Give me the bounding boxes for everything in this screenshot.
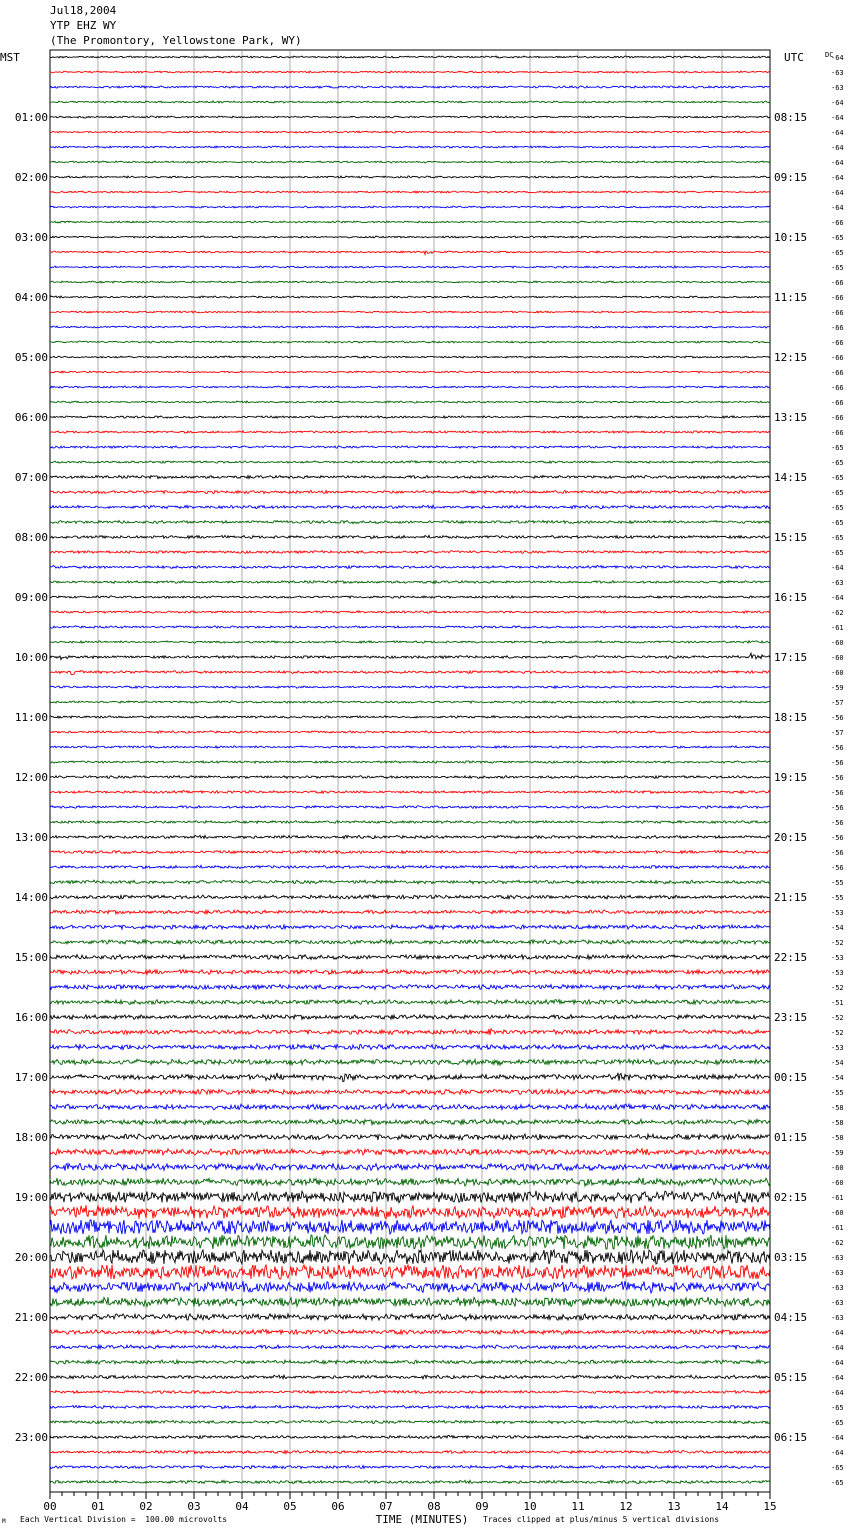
seismic-trace	[50, 1163, 770, 1170]
seismic-trace	[50, 955, 770, 960]
x-tick-label: 09	[475, 1500, 489, 1513]
utc-hour-label: 23:15	[774, 1011, 808, 1024]
clip-note: Traces clipped at plus/minus 5 vertical divisions	[483, 1515, 720, 1524]
seismic-trace	[50, 1073, 770, 1082]
x-tick-label: 02	[139, 1500, 153, 1513]
seismic-trace	[50, 1480, 770, 1483]
dc-offset-label: -64	[831, 204, 844, 212]
seismic-trace	[50, 925, 770, 929]
seismic-trace	[50, 341, 770, 343]
seismic-trace	[50, 520, 770, 523]
seismic-trace	[50, 176, 770, 178]
seismic-trace	[50, 686, 770, 688]
seismic-trace	[50, 505, 770, 508]
dc-offset-label: -62	[831, 609, 844, 617]
dc-offset-label: -53	[831, 909, 844, 917]
seismic-trace	[50, 1297, 770, 1307]
utc-hour-label: 09:15	[774, 171, 808, 184]
seismic-trace	[50, 86, 770, 88]
mst-hour-label: 02:00	[14, 171, 48, 184]
dc-offset-label: -66	[831, 309, 844, 317]
seismic-trace	[50, 761, 770, 763]
seismic-trace	[50, 985, 770, 990]
seismic-trace	[50, 281, 770, 283]
dc-offset-label: -66	[831, 414, 844, 422]
dc-offset-label: -66	[831, 339, 844, 347]
dc-offset-label: -65	[831, 519, 844, 527]
station-location: (The Promontory, Yellowstone Park, WY)	[50, 34, 302, 47]
dc-offset-label: -63	[831, 84, 844, 92]
x-tick-label: 07	[379, 1500, 393, 1513]
dc-offset-label: -66	[831, 219, 844, 227]
utc-hour-label: 22:15	[774, 951, 808, 964]
utc-hour-label: 20:15	[774, 831, 808, 844]
dc-offset-label: -56	[831, 744, 844, 752]
dc-offset-label: -56	[831, 789, 844, 797]
seismic-trace	[50, 641, 770, 644]
seismic-trace	[50, 895, 770, 899]
dc-offset-label: -52	[831, 939, 844, 947]
seismic-trace	[50, 356, 770, 358]
seismic-trace	[50, 701, 770, 703]
dc-offset-label: -65	[831, 459, 844, 467]
seismic-trace	[50, 1015, 770, 1020]
seismic-trace	[50, 401, 770, 403]
x-tick-label: 06	[331, 1500, 345, 1513]
x-tick-label: 15	[763, 1500, 777, 1513]
dc-offset-label: -65	[831, 1479, 844, 1487]
dc-offset-label: -59	[831, 684, 844, 692]
mst-hour-label: 16:00	[14, 1011, 48, 1024]
seismic-trace	[50, 596, 770, 598]
utc-hour-label: 13:15	[774, 411, 808, 424]
x-tick-label: 13	[667, 1500, 681, 1513]
seismic-trace	[50, 776, 770, 779]
mst-axis-label: MST	[0, 51, 20, 64]
dc-offset-label: -52	[831, 1014, 844, 1022]
dc-offset-label: -66	[831, 369, 844, 377]
seismic-trace	[50, 1220, 770, 1234]
seismic-trace	[50, 1089, 770, 1094]
dc-offset-label: -64	[831, 594, 844, 602]
dc-offset-label: -63	[831, 579, 844, 587]
x-tick-label: 01	[91, 1500, 105, 1513]
seismic-trace	[50, 266, 770, 268]
x-tick-label: 14	[715, 1500, 729, 1513]
dc-offset-label: -60	[831, 669, 844, 677]
seismic-trace	[50, 970, 770, 975]
seismic-trace	[50, 746, 770, 748]
dc-offset-label: -66	[831, 384, 844, 392]
dc-offset-label: -63	[831, 1299, 844, 1307]
utc-hour-label: 00:15	[774, 1071, 808, 1084]
mst-hour-label: 07:00	[14, 471, 48, 484]
dc-offset-label: -63	[831, 69, 844, 77]
dc-offset-label: -64	[831, 144, 844, 152]
mst-hour-label: 22:00	[14, 1371, 48, 1384]
dc-offset-label: -56	[831, 804, 844, 812]
mst-hour-label: 05:00	[14, 351, 48, 364]
station-code: YTP EHZ WY	[50, 19, 117, 32]
seismic-trace	[50, 1314, 770, 1321]
utc-hour-label: 11:15	[774, 291, 808, 304]
utc-hour-label: 21:15	[774, 891, 808, 904]
mst-hour-label: 20:00	[14, 1251, 48, 1264]
seismic-trace	[50, 146, 770, 148]
seismic-trace	[50, 1104, 770, 1110]
seismic-trace	[50, 1330, 770, 1335]
x-tick-label: 04	[235, 1500, 249, 1513]
seismic-trace	[50, 1265, 770, 1279]
seismic-trace	[50, 1281, 770, 1293]
seismic-trace	[50, 865, 770, 868]
dc-offset-label: -53	[831, 954, 844, 962]
dc-offset-label: -64	[831, 54, 844, 62]
seismic-trace	[50, 581, 770, 584]
dc-offset-label: -51	[831, 999, 844, 1007]
x-tick-label: 10	[523, 1500, 537, 1513]
utc-hour-label: 12:15	[774, 351, 808, 364]
seismic-trace	[50, 791, 770, 794]
seismic-trace	[50, 1059, 770, 1065]
seismic-trace	[50, 475, 770, 478]
seismic-trace	[50, 116, 770, 118]
dc-offset-label: -52	[831, 1029, 844, 1037]
mst-hour-label: 21:00	[14, 1311, 48, 1324]
seismic-trace	[50, 221, 770, 223]
dc-offset-label: -63	[831, 1284, 844, 1292]
dc-offset-label: -64	[831, 159, 844, 167]
utc-hour-label: 18:15	[774, 711, 808, 724]
dc-offset-label: -64	[831, 1344, 844, 1352]
dc-offset-label: -56	[831, 774, 844, 782]
dc-offset-label: -59	[831, 1149, 844, 1157]
seismic-trace	[50, 1250, 770, 1264]
seismic-trace	[50, 626, 770, 628]
utc-hour-label: 14:15	[774, 471, 808, 484]
dc-offset-label: -63	[831, 1314, 844, 1322]
seismic-trace	[50, 1420, 770, 1423]
dc-offset-label: -56	[831, 864, 844, 872]
seismic-trace	[50, 551, 770, 554]
mst-hour-label: 06:00	[14, 411, 48, 424]
dc-offset-label: -60	[831, 639, 844, 647]
seismic-trace	[50, 1044, 770, 1049]
seismic-trace	[50, 653, 770, 659]
dc-offset-label: -56	[831, 819, 844, 827]
seismic-trace	[50, 611, 770, 613]
seismic-trace	[50, 731, 770, 733]
seismic-trace	[50, 1435, 770, 1438]
dc-offset-label: -64	[831, 189, 844, 197]
seismic-trace	[50, 416, 770, 418]
seismic-trace	[50, 1235, 770, 1249]
dc-offset-label: -57	[831, 699, 844, 707]
dc-offset-label: -64	[831, 1329, 844, 1337]
dc-offset-label: -53	[831, 969, 844, 977]
seismic-trace	[50, 1405, 770, 1408]
dc-offset-label: -58	[831, 1134, 844, 1142]
dc-offset-label: -65	[831, 549, 844, 557]
dc-offset-label: -56	[831, 849, 844, 857]
dc-offset-label: -55	[831, 1089, 844, 1097]
dc-offset-label: -65	[831, 1419, 844, 1427]
mst-hour-label: 13:00	[14, 831, 48, 844]
plot-frame	[50, 50, 770, 1492]
seismic-trace	[50, 671, 770, 675]
seismic-trace	[50, 191, 770, 193]
dc-offset-label: -60	[831, 1209, 844, 1217]
mst-hour-label: 15:00	[14, 951, 48, 964]
seismic-trace	[50, 880, 770, 884]
dc-offset-label: -63	[831, 1254, 844, 1262]
utc-hour-label: 01:15	[774, 1131, 808, 1144]
dc-offset-label: -64	[831, 1434, 844, 1442]
dc-offset-label: -66	[831, 354, 844, 362]
x-tick-label: 00	[43, 1500, 57, 1513]
dc-offset-label: -64	[831, 114, 844, 122]
dc-offset-label: -65	[831, 234, 844, 242]
seismic-trace	[50, 101, 770, 103]
dc-offset-label: -65	[831, 534, 844, 542]
dc-offset-label: -57	[831, 729, 844, 737]
dc-offset-label: -65	[831, 444, 844, 452]
seismic-trace	[50, 461, 770, 463]
dc-offset-label: -64	[831, 1374, 844, 1382]
dc-offset-label: -66	[831, 324, 844, 332]
seismic-trace	[50, 716, 770, 718]
dc-offset-label: -60	[831, 654, 844, 662]
utc-hour-label: 03:15	[774, 1251, 808, 1264]
seismic-trace	[50, 371, 770, 373]
seismic-trace	[50, 1391, 770, 1394]
mst-hour-label: 17:00	[14, 1071, 48, 1084]
seismic-trace	[50, 821, 770, 824]
x-axis-title: TIME (MINUTES)	[375, 1513, 469, 1526]
seismic-trace	[50, 1465, 770, 1468]
utc-hour-label: 02:15	[774, 1191, 808, 1204]
seismic-trace	[50, 490, 770, 493]
dc-offset-label: -58	[831, 1119, 844, 1127]
seismic-trace	[50, 386, 770, 388]
dc-offset-label: -64	[831, 564, 844, 572]
x-tick-label: 11	[571, 1500, 585, 1513]
seismic-trace	[50, 161, 770, 163]
seismic-trace	[50, 535, 770, 538]
dc-offset-label: -52	[831, 984, 844, 992]
dc-offset-label: -60	[831, 1164, 844, 1172]
mst-hour-label: 10:00	[14, 651, 48, 664]
utc-hour-label: 10:15	[774, 231, 808, 244]
dc-offset-label: -66	[831, 279, 844, 287]
dc-offset-label: -62	[831, 1239, 844, 1247]
dc-offset-label: -65	[831, 1404, 844, 1412]
dc-offset-label: -60	[831, 1179, 844, 1187]
seismic-trace	[50, 940, 770, 944]
utc-hour-label: 19:15	[774, 771, 808, 784]
dc-offset-label: -56	[831, 714, 844, 722]
dc-offset-label: -66	[831, 399, 844, 407]
x-tick-label: 08	[427, 1500, 441, 1513]
mst-hour-label: 14:00	[14, 891, 48, 904]
seismic-trace	[50, 850, 770, 853]
seismic-trace	[50, 806, 770, 809]
utc-hour-label: 04:15	[774, 1311, 808, 1324]
dc-label: DC	[825, 51, 834, 59]
dc-offset-label: -54	[831, 924, 844, 932]
dc-offset-label: -64	[831, 99, 844, 107]
seismic-trace	[50, 566, 770, 569]
scale-note: Each Vertical Division = 100.00 microvolts	[20, 1515, 228, 1524]
dc-offset-label: -65	[831, 504, 844, 512]
seismic-trace	[50, 296, 770, 298]
dc-offset-label: -54	[831, 1074, 844, 1082]
mst-hour-label: 09:00	[14, 591, 48, 604]
dc-offset-label: -54	[831, 1059, 844, 1067]
seismic-trace	[50, 326, 770, 328]
mst-hour-label: 04:00	[14, 291, 48, 304]
mst-hour-label: 19:00	[14, 1191, 48, 1204]
dc-offset-label: -65	[831, 489, 844, 497]
seismic-trace	[50, 56, 770, 58]
x-tick-label: 05	[283, 1500, 297, 1513]
seismic-trace	[50, 1029, 770, 1035]
dc-offset-label: -53	[831, 1044, 844, 1052]
seismic-trace	[50, 311, 770, 313]
dc-offset-label: -56	[831, 759, 844, 767]
dc-offset-label: -64	[831, 174, 844, 182]
seismic-trace	[50, 236, 770, 238]
dc-offset-label: -65	[831, 1464, 844, 1472]
dc-offset-label: -64	[831, 129, 844, 137]
mst-hour-label: 03:00	[14, 231, 48, 244]
seismic-trace	[50, 446, 770, 448]
utc-hour-label: 15:15	[774, 531, 808, 544]
seismic-trace	[50, 431, 770, 433]
seismic-trace	[50, 206, 770, 208]
mst-hour-label: 11:00	[14, 711, 48, 724]
dc-offset-label: -64	[831, 1389, 844, 1397]
seismic-trace	[50, 1119, 770, 1124]
utc-axis-label: UTC	[784, 51, 804, 64]
utc-hour-label: 16:15	[774, 591, 808, 604]
seismic-trace	[50, 1134, 770, 1140]
dc-offset-label: -61	[831, 624, 844, 632]
utc-hour-label: 06:15	[774, 1431, 808, 1444]
seismic-trace	[50, 1360, 770, 1364]
seismic-trace	[50, 1375, 770, 1379]
mst-hour-label: 23:00	[14, 1431, 48, 1444]
mst-hour-label: 01:00	[14, 111, 48, 124]
seismic-trace	[50, 1450, 770, 1453]
x-tick-label: 12	[619, 1500, 633, 1513]
dc-offset-label: -58	[831, 1104, 844, 1112]
seismic-trace	[50, 71, 770, 73]
dc-offset-label: -63	[831, 1269, 844, 1277]
corner-mark: M	[2, 1518, 6, 1525]
dc-offset-label: -56	[831, 834, 844, 842]
seismic-trace	[50, 251, 770, 255]
x-tick-label: 03	[187, 1500, 201, 1513]
dc-offset-label: -65	[831, 264, 844, 272]
seismic-trace	[50, 1149, 770, 1155]
dc-offset-label: -61	[831, 1194, 844, 1202]
mst-hour-label: 08:00	[14, 531, 48, 544]
utc-hour-label: 05:15	[774, 1371, 808, 1384]
dc-offset-label: -66	[831, 294, 844, 302]
seismic-trace	[50, 835, 770, 838]
dc-offset-label: -61	[831, 1224, 844, 1232]
seismic-trace	[50, 1191, 770, 1203]
dc-offset-label: -64	[831, 1449, 844, 1457]
seismic-trace	[50, 1000, 770, 1005]
dc-offset-label: -55	[831, 879, 844, 887]
seismic-trace	[50, 1178, 770, 1186]
dc-offset-label: -65	[831, 249, 844, 257]
mst-hour-label: 18:00	[14, 1131, 48, 1144]
chart-date: Jul18,2004	[50, 4, 117, 17]
seismic-trace	[50, 1345, 770, 1349]
seismic-trace	[50, 131, 770, 133]
dc-offset-label: -66	[831, 429, 844, 437]
dc-offset-label: -55	[831, 894, 844, 902]
seismic-trace	[50, 1205, 770, 1219]
utc-hour-label: 17:15	[774, 651, 808, 664]
mst-hour-label: 12:00	[14, 771, 48, 784]
dc-offset-label: -65	[831, 474, 844, 482]
utc-hour-label: 08:15	[774, 111, 808, 124]
seismic-trace	[50, 910, 770, 914]
dc-offset-label: -64	[831, 1359, 844, 1367]
